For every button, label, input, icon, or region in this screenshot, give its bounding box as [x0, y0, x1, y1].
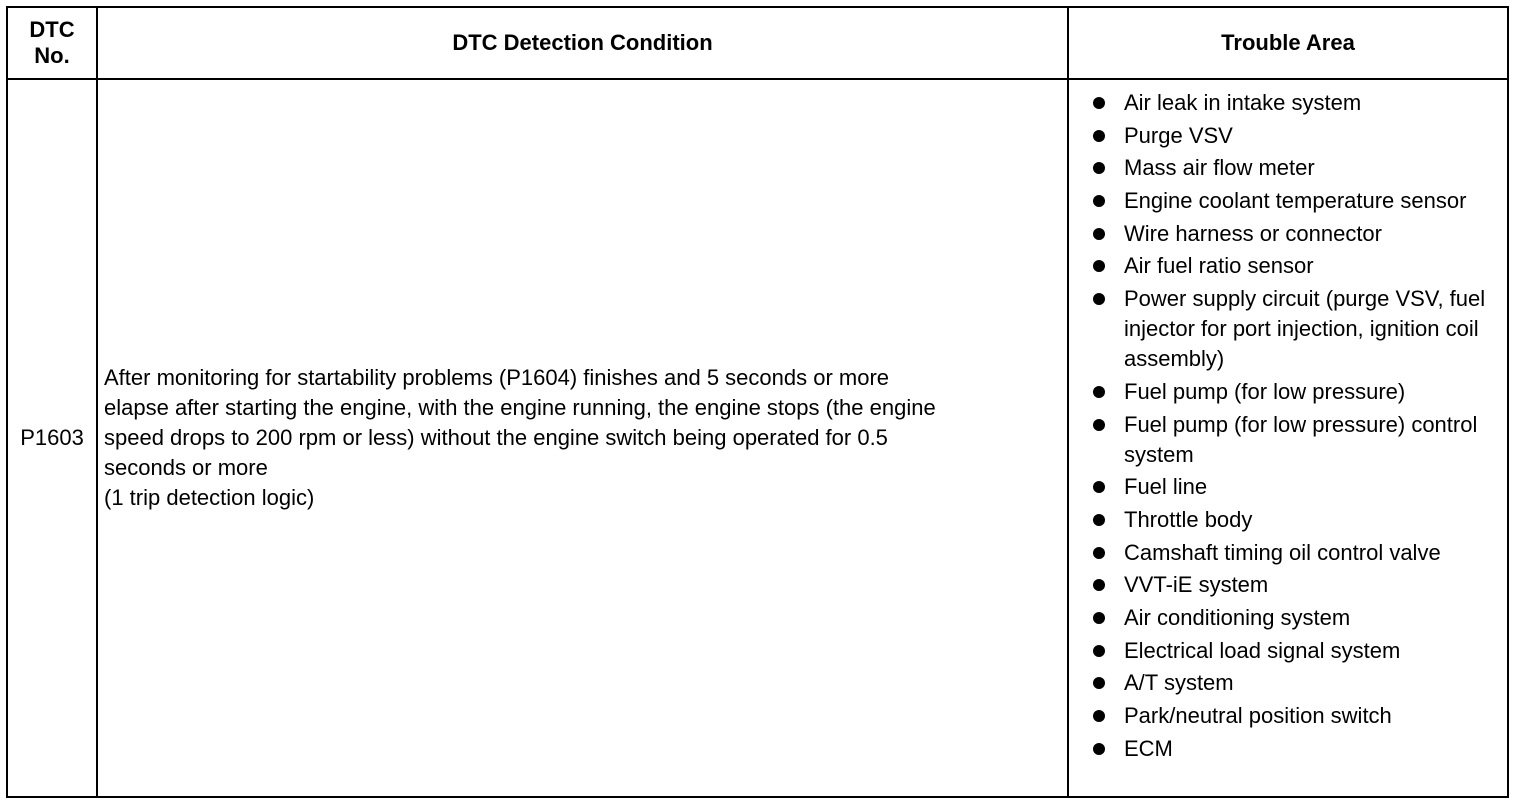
trouble-area-list: [1091, 88, 1503, 764]
bullet-icon: [1093, 260, 1105, 272]
list-item-text: Throttle body: [1124, 506, 1253, 532]
list-item: [1091, 570, 1503, 600]
bullet-icon: [1093, 130, 1105, 142]
bullet-icon: [1093, 293, 1105, 305]
condition-line: After monitoring for startability problems (P1604) finishes and 5 seconds or more: [104, 365, 890, 390]
header-detection-condition: DTC Detection Condition: [97, 7, 1068, 79]
condition-line: seconds or more: [104, 455, 268, 480]
list-item: [1091, 121, 1503, 151]
list-item-text: A/T system: [1124, 670, 1234, 696]
bullet-icon: [1093, 386, 1105, 398]
list-item: [1091, 186, 1503, 216]
bullet-icon: [1093, 228, 1105, 240]
bullet-icon: [1093, 579, 1105, 591]
bullet-icon: [1093, 710, 1105, 722]
dtc-code: P1603: [7, 79, 97, 797]
list-item-text: Camshaft timing oil control valve: [1124, 539, 1441, 565]
list-item: [1091, 538, 1503, 568]
list-item: [1091, 701, 1503, 731]
list-item: [1091, 636, 1503, 666]
bullet-icon: [1093, 612, 1105, 624]
list-item: [1091, 377, 1503, 407]
header-dtc-no: DTC No.: [7, 7, 97, 79]
detection-condition: [97, 79, 1068, 797]
condition-line: (1 trip detection logic): [104, 485, 315, 510]
list-item: [1091, 251, 1503, 281]
trouble-area: [1068, 79, 1508, 797]
list-item-text: Fuel pump (for low pressure): [1124, 378, 1406, 404]
bullet-icon: [1093, 162, 1105, 174]
bullet-icon: [1093, 547, 1105, 559]
list-item: [1091, 603, 1503, 633]
list-item-text: Air conditioning system: [1124, 604, 1351, 630]
list-item-text: Fuel line: [1124, 474, 1208, 500]
table-row: [7, 79, 1508, 797]
header-trouble-area: Trouble Area: [1068, 7, 1508, 79]
bullet-icon: [1093, 97, 1105, 109]
list-item: [1091, 472, 1503, 502]
condition-line: speed drops to 200 rpm or less) without the engine switch being operated for 0.5: [104, 425, 888, 450]
list-item-text: Wire harness or connector: [1124, 220, 1382, 246]
list-item: [1091, 153, 1503, 183]
list-item: [1091, 410, 1503, 470]
list-item-text: Air fuel ratio sensor: [1124, 253, 1314, 279]
list-item: [1091, 284, 1503, 374]
list-item-text: Power supply circuit (purge VSV, fuel injector for port injection, ignition coil assembly): [1124, 286, 1486, 372]
list-item: [1091, 668, 1503, 698]
list-item: [1091, 88, 1503, 118]
table-header-row: [7, 7, 1508, 79]
list-item-text: Park/neutral position switch: [1124, 703, 1392, 728]
list-item-text: Electrical load signal system: [1124, 637, 1401, 663]
list-item: [1091, 505, 1503, 535]
bullet-icon: [1093, 481, 1105, 493]
bullet-icon: [1093, 195, 1105, 207]
list-item-text: Air leak in intake system: [1124, 90, 1362, 115]
list-item-text: Engine coolant temperature sensor: [1124, 188, 1467, 214]
list-item: [1091, 219, 1503, 249]
dtc-table: [6, 6, 1509, 798]
bullet-icon: [1093, 677, 1105, 689]
list-item-text: Purge VSV: [1124, 122, 1233, 148]
list-item-text: ECM: [1124, 735, 1173, 761]
bullet-icon: [1093, 419, 1105, 431]
list-item-text: Fuel pump (for low pressure) control system: [1124, 411, 1478, 467]
bullet-icon: [1093, 514, 1105, 526]
list-item: [1091, 734, 1503, 764]
list-item-text: Mass air flow meter: [1124, 155, 1315, 181]
condition-line: elapse after starting the engine, with the engine running, the engine stops (the engine: [104, 395, 936, 420]
bullet-icon: [1093, 743, 1105, 755]
bullet-icon: [1093, 645, 1105, 657]
list-item-text: VVT-iE system: [1124, 572, 1269, 598]
